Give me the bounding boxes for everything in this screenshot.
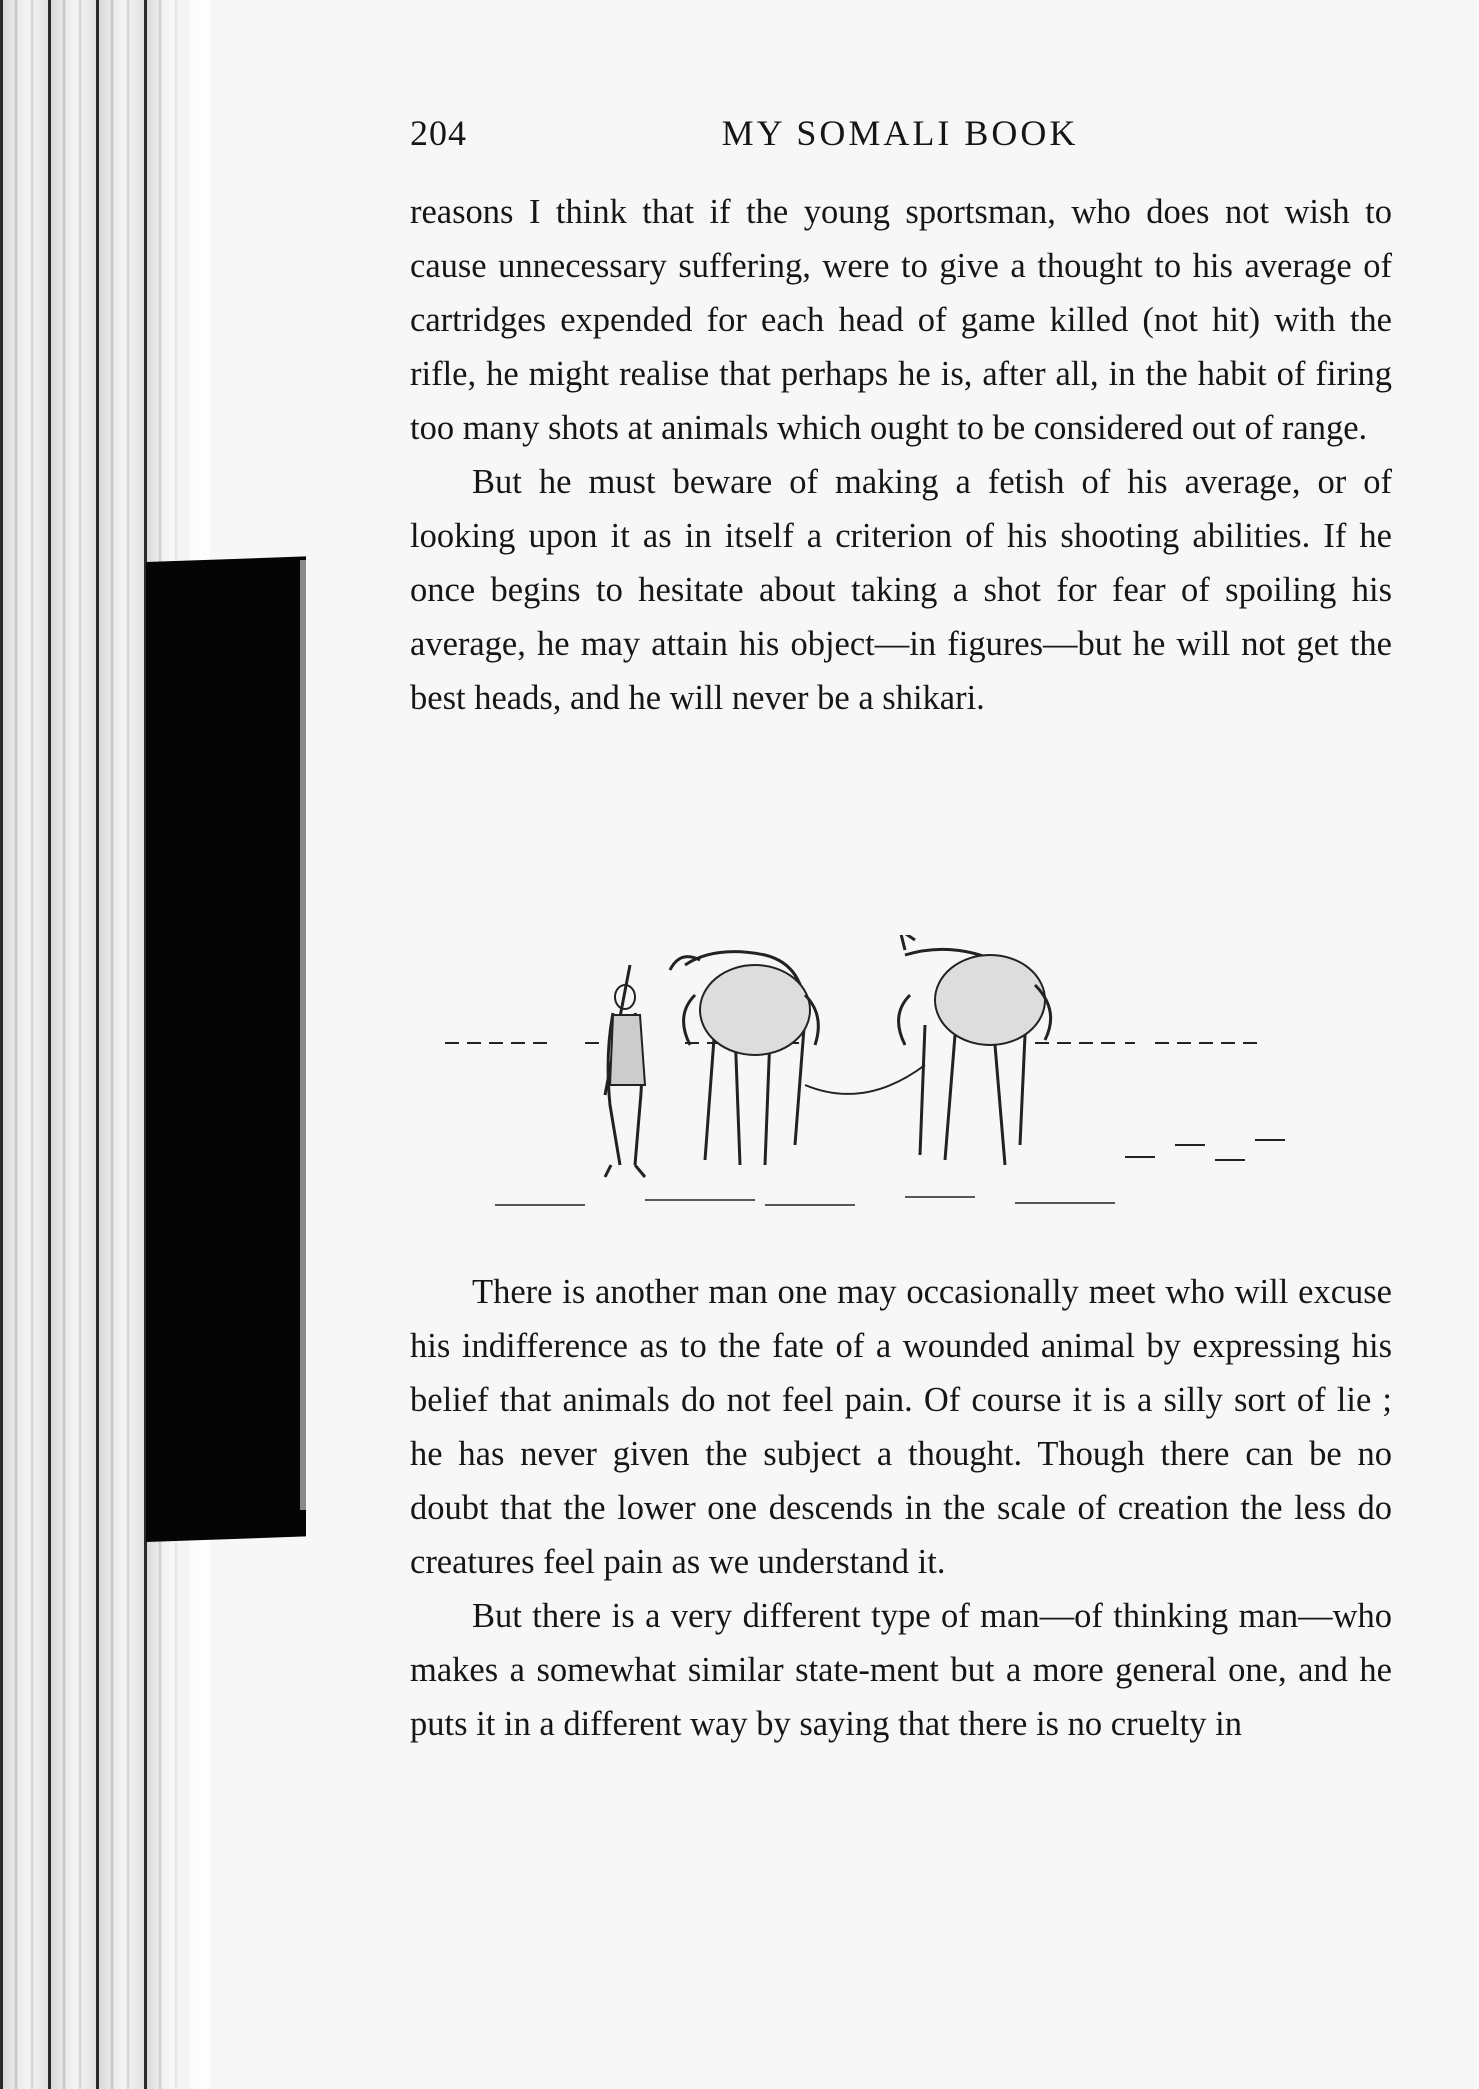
bookmark-strip: [146, 556, 306, 1542]
running-title: MY SOMALI BOOK: [721, 113, 1079, 153]
paragraph: But there is a very different type of man—of thinking man—who makes a somewhat similar state-ment but a more general one, and he puts it in a different way by saying that there is no cruelty in: [410, 1597, 1392, 1743]
text-block-top: [410, 185, 1392, 725]
text-block-bottom: [410, 1265, 1392, 1751]
camel-caravan-illustration: [435, 935, 1345, 1225]
paragraph-continued: reasons I think that if the young sportsman, who does not wish to cause unnecessary suffering, were to give a thought to his average of cartridges expended for each head of game killed (not hit) with the rifle, he might realise that perhaps he is, after all, in the habit of firing too many shots at animals which ought to be considered out of range.: [410, 193, 1392, 447]
page-header: [410, 112, 1390, 162]
paragraph: But he must beware of making a fetish of his average, or of looking upon it as in itself a criterion of his shooting abilities. If he once begins to hesitate about taking a shot for fear of spoiling his average, he may attain his object—in figures—but he will not get the best heads, and he will never be a shikari.: [410, 463, 1392, 717]
bookmark-edge: [300, 560, 306, 1510]
page-number: 204: [410, 113, 467, 153]
paragraph: There is another man one may occasionally meet who will excuse his indifference as to the fate of a wounded animal by expressing his belief that animals do not feel pain. Of course it is a silly sort of lie ; he has never given the subject a thought. Though there can be no doubt that the lower one descends in the scale of creation the less do creatures feel pain as we understand it.: [410, 1273, 1392, 1581]
